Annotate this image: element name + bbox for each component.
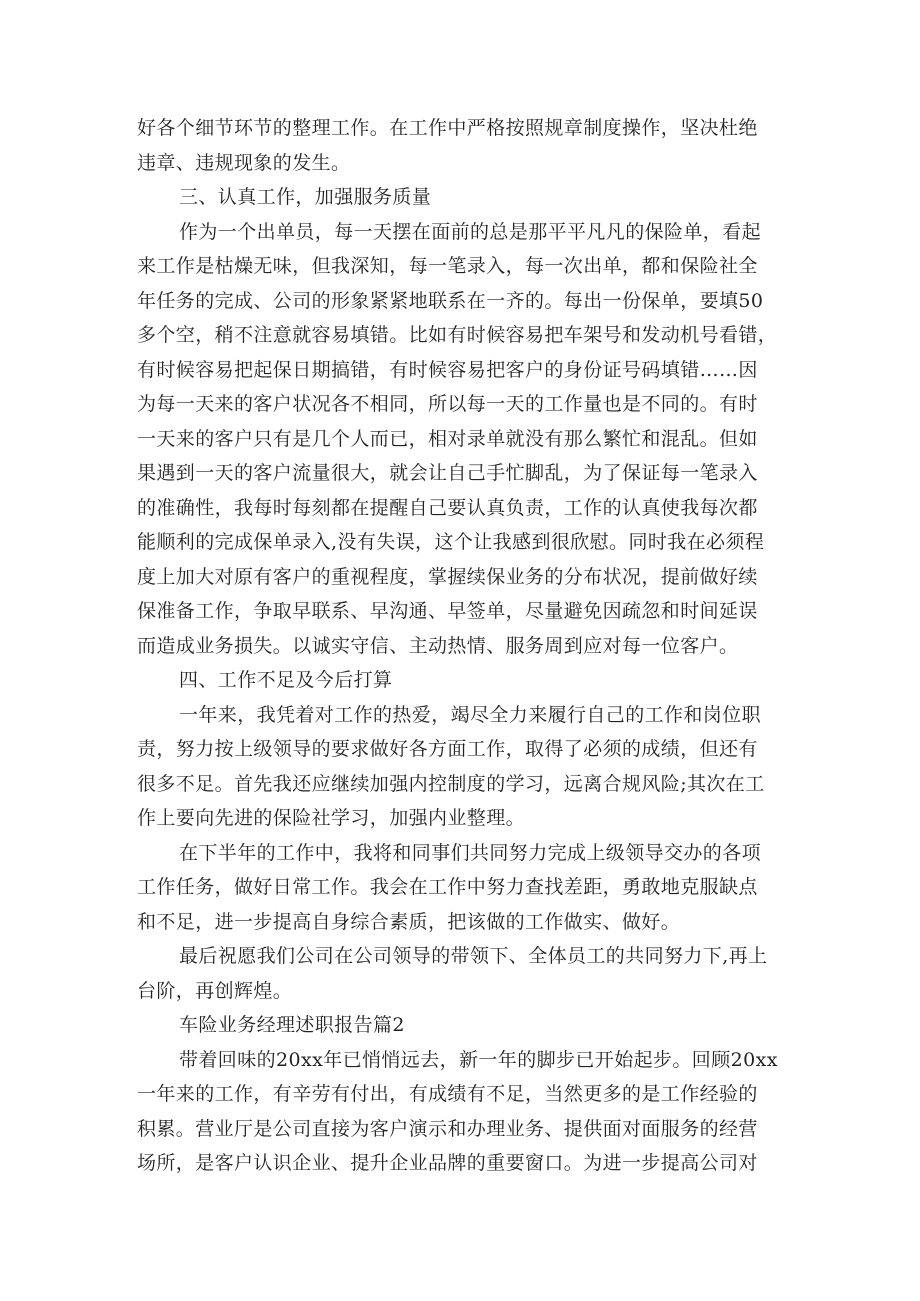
text-line: 多个空，稍不注意就容易填错。比如有时候容易把车架号和发动机号看错，: [137, 324, 778, 346]
text-line: 为每一天来的客户状况各不相同，所以每一天的工作量也是不同的。有时: [137, 393, 758, 415]
document-body: [137, 111, 787, 1181]
text-line: 度上加大对原有客户的重视程度，掌握续保业务的分布状况，提前做好续: [137, 565, 758, 588]
section-heading-4: 四、工作不足及今后打算: [179, 669, 393, 691]
text-line: 工作任务，做好日常工作。我会在工作中努力查找差距，勇敢地克服缺点: [137, 876, 758, 898]
text-line: 违章、违规现象的发生。: [137, 151, 351, 174]
paragraph-wishes: [137, 939, 787, 1008]
text-line: 最后祝愿我们公司在公司领导的带领下、全体员工的共同努力下,再上: [179, 945, 768, 967]
report-part-title: 车险业务经理述职报告篇2: [179, 1014, 405, 1036]
text-line: 一天来的客户只有是几个人而已，相对录单就没有那么繁忙和混乱。但如: [137, 427, 758, 450]
text-line: 能顺利的完成保单录入,没有失误，这个让我感到很欣慰。同时我在必须程: [137, 531, 765, 553]
section-heading-3: 三、认真工作，加强服务质量: [179, 186, 432, 208]
text-line: 作上要向先进的保险社学习，加强内业整理。: [137, 807, 526, 829]
text-line: 在下半年的工作中，我将和同事们共同努力完成上级领导交办的各项: [179, 841, 762, 864]
text-line: 来工作是枯燥无味，但我深知，每一笔录入，每一次出单，都和保险社全: [137, 255, 758, 277]
text-line: 责，努力按上级领导的要求做好各方面工作，取得了必须的成绩，但还有: [137, 738, 758, 760]
text-line: 台阶，再创辉煌。: [137, 979, 293, 1002]
paragraph-service-quality: [137, 215, 787, 664]
text-line: 果遇到一天的客户流量很大，就会让自己手忙脚乱，为了保证每一笔录入: [137, 462, 758, 484]
text-line: 和不足，进一步提高自身综合素质，把该做的工作做实、做好。: [137, 910, 681, 933]
text-line: 有时候容易把起保日期搞错，有时候容易把客户的身份证号码填错……因: [137, 358, 758, 381]
text-line: 而造成业务损失。以诚实守信、主动热情、服务周到应对每一位客户。: [137, 634, 739, 657]
text-line: 一年来，我凭着对工作的热爱，竭尽全力来履行自己的工作和岗位职: [179, 703, 762, 726]
paragraph-continuation: [137, 111, 787, 180]
text-line: 带着回味的20xx年已悄悄远去，新一年的脚步已开始起步。回顾20xx: [179, 1048, 778, 1071]
text-line: 保准备工作，争取早联系、早沟通、早签单，尽量避免因疏忽和时间延误: [137, 600, 758, 622]
text-line: 积累。营业厅是公司直接为客户演示和办理业务、提供面对面服务的经营: [137, 1117, 758, 1140]
text-line: 作为一个出单员，每一天摆在面前的总是那平平凡凡的保险单，看起: [179, 220, 762, 243]
paragraph-next-half: [137, 836, 787, 940]
text-line: 好各个细节环节的整理工作。在工作中严格按照规章制度操作，坚决杜绝: [137, 117, 758, 139]
paragraph-shortcomings: [137, 698, 787, 836]
paragraph-part2-intro: [137, 1043, 787, 1181]
text-line: 一年来的工作，有辛劳有付出，有成绩有不足，当然更多的是工作经验的: [137, 1083, 758, 1105]
text-line: 年任务的完成、公司的形象紧紧地联系在一齐的。每出一份保单，要填50: [137, 289, 764, 312]
text-line: 很多不足。首先我还应继续加强内控制度的学习，远离合规风险;其次在工: [137, 772, 765, 795]
text-line: 场所，是客户认识企业、提升企业品牌的重要窗口。为进一步提高公司对: [137, 1152, 758, 1174]
text-line: 的准确性，我每时每刻都在提醒自己要认真负责，工作的认真使我每次都: [137, 496, 758, 519]
